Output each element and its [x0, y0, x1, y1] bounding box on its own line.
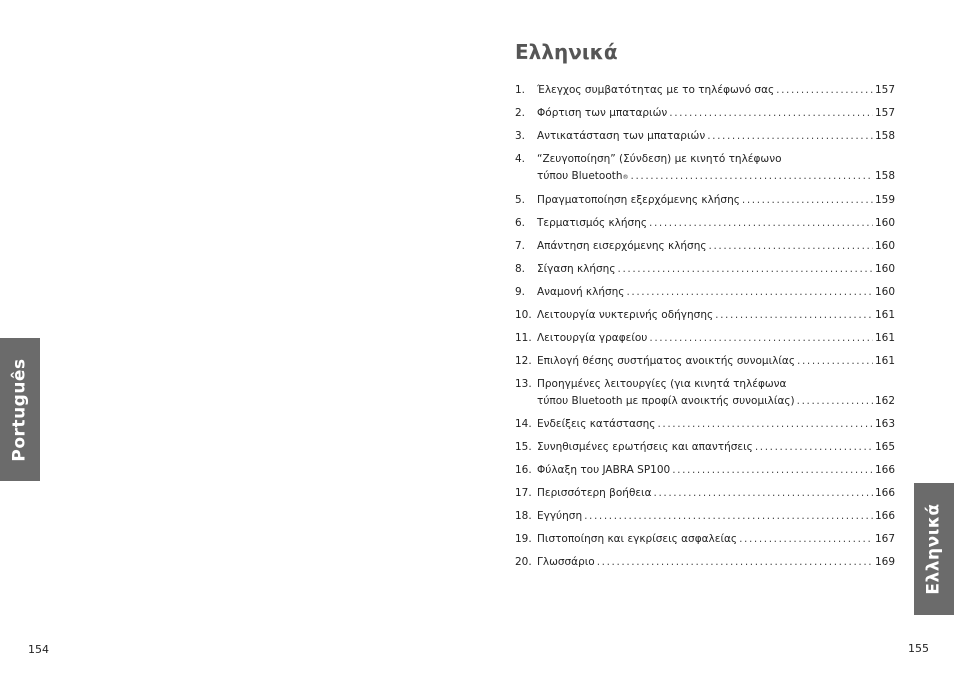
- toc-entry-title-line1: “Ζευγοποίηση” (Σύνδεση) με κινητό τηλέφωνο: [537, 153, 782, 165]
- toc-entry-title-line1: Προηγμένες λειτουργίες (για κινητά τηλέφωνα: [537, 378, 787, 390]
- toc-entry[interactable]: [515, 261, 895, 278]
- toc-entry-page: 157: [874, 84, 895, 96]
- toc-dot-leader: [715, 307, 873, 324]
- registered-mark: ®: [622, 174, 629, 181]
- section-tab-portuguese: [0, 338, 40, 481]
- toc-entry-number: 1.: [515, 84, 526, 96]
- toc-entry[interactable]: [515, 462, 895, 479]
- toc-entry-title: Εγγύηση: [537, 510, 583, 522]
- toc-entry-number: 10.: [515, 309, 532, 321]
- toc-entry-page: 161: [874, 309, 895, 321]
- toc-dot-leader: [707, 128, 873, 145]
- toc-entry[interactable]: [515, 128, 895, 145]
- table-of-contents: [515, 82, 895, 577]
- toc-dot-leader: [649, 330, 873, 347]
- toc-entry-number: 5.: [515, 194, 526, 206]
- toc-dot-leader: [709, 238, 873, 255]
- toc-entry-title: Επιλογή θέσης συστήματος ανοικτής συνομιλίας: [537, 355, 796, 367]
- toc-entry-title: Πραγματοποίηση εξερχόμενης κλήσης: [537, 194, 740, 206]
- toc-entry-number: 6.: [515, 217, 526, 229]
- toc-entry-title: Ενδείξεις κατάστασης: [537, 418, 656, 430]
- toc-entry-page: 160: [874, 286, 895, 298]
- toc-entry[interactable]: [515, 215, 895, 232]
- toc-dot-leader: [584, 508, 873, 525]
- toc-entry-page: 165: [874, 441, 895, 453]
- toc-entry-number: 3.: [515, 130, 526, 142]
- toc-entry-page: 159: [874, 194, 895, 206]
- toc-entry-title: Αντικατάσταση των μπαταριών: [537, 130, 706, 142]
- toc-dot-leader: [669, 105, 873, 122]
- toc-entry-page: 169: [874, 556, 895, 568]
- toc-entry[interactable]: [515, 353, 895, 370]
- toc-entry[interactable]: [515, 439, 895, 456]
- toc-entry-number: 8.: [515, 263, 526, 275]
- toc-entry-title: Φύλαξη του JABRA SP100: [537, 464, 671, 476]
- toc-entry-title: Σίγαση κλήσης: [537, 263, 616, 275]
- section-tab-label: Português: [10, 357, 31, 462]
- toc-entry[interactable]: [515, 554, 895, 571]
- toc-dot-leader: [649, 215, 873, 232]
- toc-entry-number: 14.: [515, 418, 532, 430]
- toc-dot-leader: [776, 82, 873, 99]
- toc-entry-number: 9.: [515, 286, 526, 298]
- toc-entry-page: 166: [874, 510, 895, 522]
- section-tab-greek: [914, 483, 954, 615]
- toc-entry-page: 166: [874, 464, 895, 476]
- toc-entry-page: 158: [874, 170, 895, 182]
- toc-entry-title: Φόρτιση των μπαταριών: [537, 107, 668, 119]
- toc-entry-number: 11.: [515, 332, 532, 344]
- toc-dot-leader: [742, 192, 873, 209]
- toc-dot-leader: [797, 393, 873, 410]
- toc-entry[interactable]: [515, 151, 895, 186]
- toc-entry-title: Έλεγχος συμβατότητας με το τηλέφωνό σας: [537, 84, 775, 96]
- toc-entry-number: 18.: [515, 510, 532, 522]
- toc-entry-page: 160: [874, 240, 895, 252]
- toc-entry-number: 19.: [515, 533, 532, 545]
- toc-dot-leader: [797, 353, 873, 370]
- toc-entry-number: 4.: [515, 153, 526, 165]
- toc-dot-leader: [654, 485, 873, 502]
- toc-dot-leader: [657, 416, 872, 433]
- toc-dot-leader: [672, 462, 873, 479]
- toc-entry[interactable]: [515, 485, 895, 502]
- toc-entry-title: Λειτουργία νυκτερινής οδήγησης: [537, 309, 714, 321]
- toc-entry-page: 161: [874, 355, 895, 367]
- toc-entry-page: 157: [874, 107, 895, 119]
- toc-entry[interactable]: [515, 531, 895, 548]
- toc-entry[interactable]: [515, 508, 895, 525]
- toc-entry-title: Απάντηση εισερχόμενης κλήσης: [537, 240, 707, 252]
- toc-entry-number: 15.: [515, 441, 532, 453]
- page-number-left: 154: [28, 643, 49, 656]
- toc-entry-number: 13.: [515, 378, 532, 390]
- toc-entry-number: 20.: [515, 556, 532, 568]
- toc-entry[interactable]: [515, 238, 895, 255]
- toc-entry-title: Πιστοποίηση και εγκρίσεις ασφαλείας: [537, 533, 738, 545]
- toc-entry[interactable]: [515, 307, 895, 324]
- toc-entry-number: 17.: [515, 487, 532, 499]
- toc-entry-page: 160: [874, 217, 895, 229]
- toc-entry-number: 16.: [515, 464, 532, 476]
- section-tab-label: Ελληνικά: [924, 503, 945, 595]
- toc-entry-page: 158: [874, 130, 895, 142]
- page-title: Ελληνικά: [515, 40, 618, 64]
- toc-entry[interactable]: [515, 192, 895, 209]
- toc-dot-leader: [597, 554, 873, 571]
- toc-entry-page: 167: [874, 533, 895, 545]
- toc-entry-title: Λειτουργία γραφείου: [537, 332, 648, 344]
- toc-entry-page: 166: [874, 487, 895, 499]
- toc-entry-title: Γλωσσάριο: [537, 556, 595, 568]
- toc-dot-leader: [755, 439, 873, 456]
- page-number-right: 155: [908, 642, 929, 655]
- toc-entry-number: 7.: [515, 240, 526, 252]
- toc-entry-title: Αναμονή κλήσης: [537, 286, 625, 298]
- toc-entry[interactable]: [515, 416, 895, 433]
- toc-entry[interactable]: [515, 82, 895, 99]
- toc-entry[interactable]: [515, 105, 895, 122]
- toc-entry-number: 12.: [515, 355, 532, 367]
- toc-entry-page: 161: [874, 332, 895, 344]
- toc-entry-page: 162: [874, 395, 895, 407]
- toc-dot-leader: [631, 168, 873, 185]
- toc-entry-title: τύπου Bluetooth με προφίλ ανοικτής συνομιλίας): [537, 395, 795, 407]
- toc-entry[interactable]: [515, 376, 895, 410]
- toc-entry[interactable]: [515, 284, 895, 301]
- toc-entry-number: 2.: [515, 107, 526, 119]
- toc-dot-leader: [626, 284, 872, 301]
- toc-entry-title: Συνηθισμένες ερωτήσεις και απαντήσεις: [537, 441, 753, 453]
- toc-entry[interactable]: [515, 330, 895, 347]
- toc-entry-title: τύπου Bluetooth: [537, 170, 623, 182]
- toc-entry-page: 163: [874, 418, 895, 430]
- toc-dot-leader: [618, 261, 873, 278]
- toc-dot-leader: [739, 531, 873, 548]
- toc-entry-title: Τερματισμός κλήσης: [537, 217, 648, 229]
- toc-entry-title: Περισσότερη βοήθεια: [537, 487, 652, 499]
- toc-entry-page: 160: [874, 263, 895, 275]
